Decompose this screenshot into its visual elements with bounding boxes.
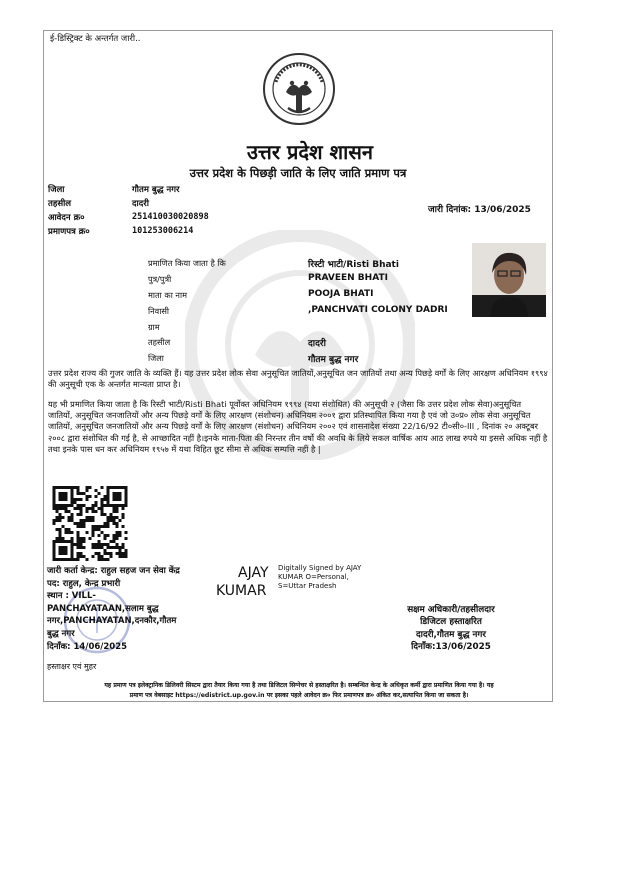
- issuer-designation: पद: राहुल, केन्द्र प्रभारी: [47, 578, 121, 589]
- issuer-center: जारी कर्ता केन्द्र: राहुल सहज जन सेवा केंद्र: [47, 566, 180, 576]
- issuer-place: स्थान : VILL-: [47, 591, 96, 601]
- resident-label: निवासी: [148, 306, 169, 316]
- issuer-block: [47, 565, 180, 654]
- mother-label: माता का नाम: [148, 290, 187, 300]
- digital-sign-detail-3: S=Uttar Pradesh: [278, 582, 337, 590]
- caste-statement: उत्तर प्रदेश राज्य की गुजर जाति के व्यक्ति हैं। यह उत्तर प्रदेश लोक सेवा अनुसूचित जातियों,अनुसूचित जन जातियों तथा अन्य पिछड़े वर्गों के लिए आरक्षण अधिनियम १९९४ की अनुसूची एक के अन्तर्गत मान्यता प्राप्त है।: [48, 368, 548, 390]
- person-district-value: गौतम बुद्ध नगर: [308, 355, 359, 365]
- authority-date: दिनाँक:13/06/2025: [411, 641, 491, 652]
- village-label: ग्राम: [148, 322, 160, 332]
- top-note: ई-डिस्ट्रिक्ट के अन्तर्गत जारी..: [50, 34, 141, 44]
- issuer-place-3: नगर,PANCHAYATAN,दनकौर,गौतम: [47, 616, 177, 626]
- page-title: उत्तर प्रदेश शासन: [247, 140, 373, 164]
- authority-place: दादरी,गौतम बुद्ध नगर: [416, 629, 486, 640]
- authority-digital: डिजिटल हस्ताक्षरित: [420, 617, 482, 628]
- digital-sign-details: [278, 564, 361, 591]
- application-number-label: आवेदन क्र०: [48, 213, 85, 223]
- certify-label: प्रमाणित किया जाता है कि: [148, 258, 226, 268]
- tehsil-label: तहसील: [48, 199, 72, 209]
- applicant-photo: [472, 243, 546, 317]
- digital-sign-detail-1: Digitally Signed by AJAY: [278, 564, 362, 572]
- applicant-name: रिस्टी भाटी/Risti Bhati: [308, 260, 399, 270]
- certification-statement: यह भी प्रमाणित किया जाता है कि रिस्टी भाटी/Risti Bhati पूर्वोक्त अधिनियम १९९४ (यथा संशोधित) की अनुसूची २ (जैसा कि उत्तर प्रदेश लोक सेवा)अनुसूचित जातियों, अनुसूचित जनजातियों और अन्य पिछड़े वर्गों के लिए आरक्षण (संशोधन) अधिनियम २००१ द्वारा प्रतिस्थापित किया गया है एवं जो उ०प्र० लोक सेवा अनुसूचित जातियों, अनुसूचित जनजातियों और अन्य पिछड़े वर्गों के लिए आरक्षण (संशोधन) अधिनियम २००२ एवं शासनादेश संख्या 22/16/92 टी०सी०-III , दिनांक २० अक्टूबर २००८ द्वारा संशोधित की गई है, से आच्छादित नहीं है।इनके माता-पिता की निरन्तर तीन वर्षो की अवधि के लिये सकल वार्षिक आय आठ लाख रुपये या इससे अधिक नहीं है तथा इनके पास धन कर अधिनियम १९५७ में यथा विहित छूट सीमा से अधिक सम्पत्ति नहीं है |: [48, 399, 548, 454]
- digital-sign-detail-2: KUMAR O=Personal,: [278, 573, 349, 581]
- parent-label: पुत्र/पुत्री: [148, 274, 172, 284]
- application-number-value: 251410030020898: [132, 212, 209, 222]
- up-government-emblem-icon: [262, 52, 336, 126]
- authority-block: [388, 604, 514, 653]
- person-district-label: जिला: [148, 353, 164, 363]
- certificate-number-label: प्रमाणपत्र क्र०: [48, 227, 90, 237]
- authority-title: सक्षम अधिकारी/तहसीलदार: [407, 605, 495, 615]
- footer-line-1: यह प्रमाण पत्र इलेक्ट्रानिक डिलिवरी सिस्टम द्वारा तैयार किया गया है तथा डिजिटल सिग्नेचर से हस्ताक्षरित है। सम्बन्धित केन्द्र के अधिकृत कर्मी द्वारा प्रमाणित किया गया है। यह: [104, 682, 494, 689]
- certificate-subtitle: उत्तर प्रदेश के पिछड़ी जाति के लिए जाति प्रमाण पत्र: [189, 166, 407, 180]
- digital-sign-name-1: AJAY: [238, 565, 269, 581]
- person-tehsil-label: तहसील: [148, 337, 171, 347]
- certificate-number-value: 101253006214: [132, 226, 194, 236]
- tehsil-value: दादरी: [132, 199, 149, 209]
- issuer-place-2: PANCHAYATAAN,सलाम बुद्ध: [47, 603, 159, 614]
- district-label: जिला: [48, 185, 65, 195]
- signature-seal-label: हस्ताक्षर एवं मुहर: [47, 662, 97, 671]
- footer-note: [48, 681, 550, 701]
- issuer-date: दिनाँक: 14/06/2025: [47, 642, 128, 652]
- issuer-place-4: बुद्ध नगर: [47, 628, 75, 639]
- issue-date: जारी दिनांक: 13/06/2025: [428, 205, 531, 215]
- person-tehsil-value: दादरी: [308, 339, 326, 349]
- district-value: गौतम बुद्ध नगर: [132, 185, 180, 195]
- mother-name: POOJA BHATI: [308, 289, 374, 299]
- qr-code-icon: [50, 486, 130, 561]
- resident-value: ,PANCHVATI COLONY DADRI: [308, 305, 448, 315]
- footer-line-2: प्रमाण पत्र वेबसाइट https://edistrict.up.gov.in पर इसका पहले आवेदन क्र० फिर प्रमाणपत्र क्र० अंकित कर,सत्यापित किया जा सकता है।: [129, 692, 469, 699]
- digital-sign-name-2: KUMAR: [216, 583, 267, 599]
- father-name: PRAVEEN BHATI: [308, 273, 388, 283]
